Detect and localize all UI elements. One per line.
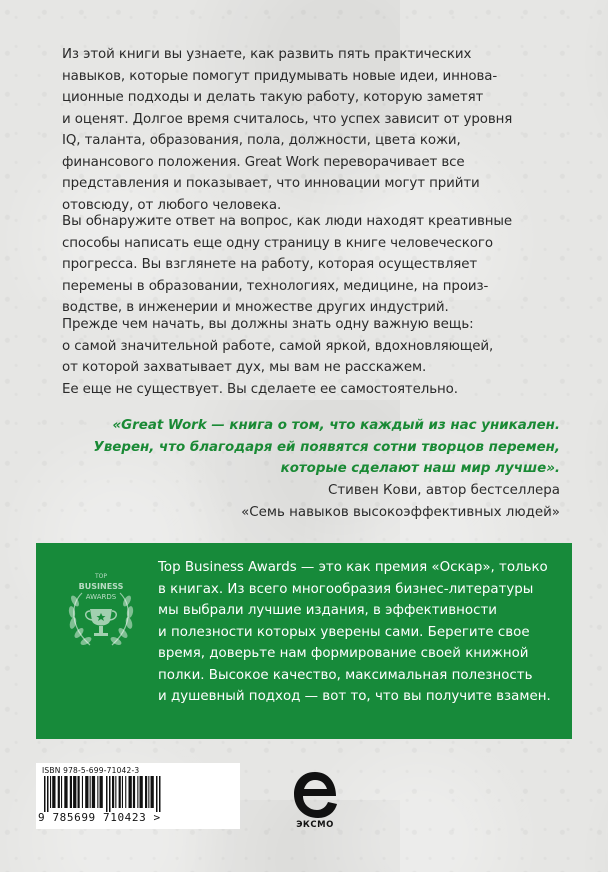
quote-line: «Great Work — книга о том, что каждый из нас уникален. [112, 418, 560, 433]
badge-top-text: TOP [94, 573, 108, 580]
text-line: ционные подходы и делать такую работу, которую заметят [62, 90, 484, 105]
text-line: Вы обнаружите ответ на вопрос, как люди находят креативные [62, 214, 513, 229]
barcode-digits: 9 785699 710423 > [38, 811, 161, 824]
text-line: навыков, которые помогут придумывать новые идеи, иннова- [62, 68, 498, 84]
text-line: и оценят. Долгое время считалось, что успех зависит от уровня [62, 111, 513, 127]
text-line: от которой захватывает дух, мы вам не расскажем. [62, 360, 427, 375]
attribution-line: Стивен Кови, автор бестселлера [328, 483, 560, 498]
award-panel [36, 543, 572, 739]
barcode [36, 763, 240, 829]
text-line: Прежде чем начать, вы должны знать одну важную вещь: [62, 317, 474, 332]
barcode-bars-icon [42, 776, 230, 812]
award-line: время, доверьте нам формирование своей книжной [158, 646, 529, 661]
award-line: в книгах. Из всего многообразия бизнес-литературы [158, 581, 534, 597]
award-line: и полезности которых уверены сами. Берегите свое [158, 624, 530, 640]
quote-line: Уверен, что благодаря ей появятся сотни творцов перемен, [93, 439, 560, 455]
isbn-number: ISBN 978-5-699-71042-3 [42, 766, 140, 775]
testimonial-quote [90, 415, 560, 480]
quote-line: которые сделают наш мир лучше». [280, 461, 560, 476]
text-line: отовсюду, от любого человека. [62, 197, 282, 213]
text-line: Ее еще не существует. Вы сделаете ее самостоятельно. [62, 381, 458, 397]
description-paragraph-2 [62, 211, 562, 319]
text-line: финансового положения. Great Work переворачивает все [62, 154, 465, 170]
text-line: о самой значительной работе, самой яркой, вдохновляющей, [62, 338, 494, 354]
award-line: мы выбрали лучшие издания, в эффективности [158, 603, 497, 618]
badge-awards-text: AWARDS [85, 593, 117, 601]
text-line: водстве, в инженерии и множестве других индустрий. [62, 300, 449, 315]
publisher-name: ЭКСМО [296, 820, 334, 830]
text-line: перемены в образовании, технологиях, медицине, на произ- [62, 278, 489, 294]
award-line: Top Business Awards — это как премия «Оскар», только [158, 560, 548, 575]
award-description [158, 557, 558, 708]
badge-business-text: BUSINESS [78, 582, 124, 591]
description-paragraph-3 [62, 314, 562, 400]
text-line: представления и показывает, что инновации могут прийти [62, 176, 480, 191]
text-line: Из этой книги вы узнаете, как развить пять практических [62, 47, 472, 62]
trophy-laurel-icon [60, 565, 142, 655]
text-line: прогресса. Вы взглянете на работу, которая осуществляет [62, 257, 478, 272]
text-line: способы написать еще одну страницу в книге человеческого [62, 235, 493, 251]
attribution-line: «Семь навыков высокоэффективных людей» [241, 504, 560, 520]
quote-attribution [90, 480, 560, 523]
text-line: IQ, таланта, образования, пола, должности, цвета кожи, [62, 133, 461, 148]
award-line: полки. Высокое качество, максимальная полезность [158, 667, 533, 683]
award-line: и душевный подход — вот то, что вы получите взамен. [158, 689, 551, 704]
description-paragraph-1 [62, 44, 562, 216]
